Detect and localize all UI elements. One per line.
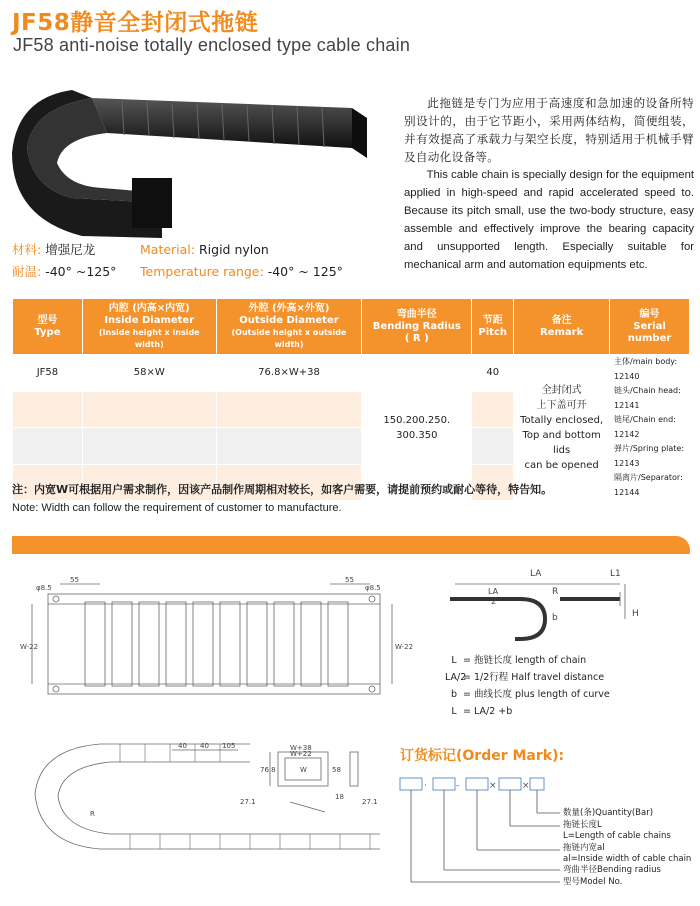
svg-text:-: -: [456, 781, 460, 791]
dim-768: 76.8: [260, 766, 276, 774]
dim-105: 105: [222, 742, 236, 750]
description: [404, 94, 694, 274]
legend-item: L = 拖链长度 length of chain: [451, 655, 587, 666]
dim-40a: 40: [178, 742, 187, 750]
notes: [12, 481, 552, 517]
dim-58: 58: [332, 766, 341, 774]
layout-two: 2: [491, 597, 497, 606]
legend-item: b = 曲线长度 plus length of curve: [450, 689, 610, 700]
cell-outside: 76.8×W+38: [216, 355, 362, 392]
spec-table: [12, 298, 690, 501]
header-remark: 备注 Remark: [514, 299, 610, 355]
description-en: This cable chain is specially design for the equipment applied in high-speed and rapid accelerated speed to. Because its pitch small, use the two-body structure, easy assemble and effectively improve the bearing capacity and unsupported length. Especially suitable for mechanical arm and automation equipments etc.: [404, 169, 694, 271]
section-divider: [12, 536, 690, 554]
order-label-qty: 数量(条)Quantity(Bar): [563, 808, 654, 818]
dim-w38: W+38: [290, 744, 312, 752]
cell-serial: 主体/main body: 12140 链头/Chain head: 12141 链尾/Chain end: 12142 弹片/Spring plate: 12143 隔离片/Separator: 12144: [610, 355, 690, 501]
cable-chain-photo: [12, 78, 372, 238]
layout-la: LA: [530, 569, 542, 579]
dim-55b: 55: [345, 576, 354, 584]
temp-cn-value: -40° ~125°: [45, 264, 117, 279]
header-outside: 外腔 (外高×外宽) Outside Diameter (Outside height x outside width): [216, 299, 362, 355]
dim-r: R: [90, 810, 95, 818]
cell-remark: 全封闭式 上下盖可开 Totally enclosed, Top and bottom lids can be opened: [514, 355, 610, 501]
material-en-label: Material:: [140, 242, 195, 257]
dim-d85: φ8.5: [36, 584, 52, 592]
note-cn: 注：内宽W可根据用户需求制作，因该产品制作周期相对较长，如客户需要，请提前预约或耐心等待，特告知。: [12, 483, 553, 496]
table-row: [13, 355, 690, 392]
description-cn: 此拖链是专门为应用于高速度和急加速的设备所特别设计的，由于它节距小，采用两体结构，简便组装，并有效提高了承载力与架空长度，特别适用于机械手臂及自动化设备等。: [404, 96, 694, 164]
order-label-width-cn: 拖链内宽al: [563, 843, 605, 853]
material-en-value: Rigid nylon: [198, 242, 269, 257]
order-label-model: 型号Model No.: [563, 877, 623, 887]
material-cn-value: 增强尼龙: [45, 242, 96, 257]
order-label-len-en: L=Length of cable chains: [563, 831, 671, 841]
temp-en-label: Temperature range:: [140, 264, 264, 279]
layout-l1: L1: [610, 569, 621, 579]
dim-w22a: W-22: [20, 643, 39, 651]
dim-40b: 40: [200, 742, 209, 750]
dim-w: W: [300, 766, 307, 774]
page-title: JF58静音全封闭式拖链: [12, 10, 259, 36]
dim-271b: 27.1: [362, 798, 378, 806]
legend-item: L = LA/2 +b: [451, 706, 513, 717]
layout-r: R: [552, 587, 559, 597]
order-label-len-cn: 拖链长度L: [563, 820, 602, 830]
cell-type: JF58: [13, 355, 83, 392]
header-type: 型号 Type: [13, 299, 83, 355]
header-pitch: 节距 Pitch: [472, 299, 514, 355]
layout-b: b: [552, 613, 558, 623]
cell-radius: 150.200.250. 300.350: [362, 355, 472, 501]
dim-w22b: W-22: [395, 643, 414, 651]
legend: [445, 652, 610, 720]
order-mark-title: 订货标记(Order Mark):: [400, 748, 565, 764]
page-subtitle: JF58 anti-noise totally enclosed type cable chain: [13, 35, 411, 55]
cell-pitch: 40: [472, 355, 514, 392]
temp-cn-label: 耐温:: [12, 264, 42, 279]
legend-item: LA/2 = 1/2行程 Half travel distance: [445, 672, 605, 683]
dim-55a: 55: [70, 576, 79, 584]
dim-271a: 27.1: [240, 798, 256, 806]
table-header-row: [13, 299, 690, 355]
dim-w22c: W+22: [290, 750, 312, 758]
note-en: Note: Width can follow the requirement of customer to manufacture.: [12, 502, 342, 514]
order-label-radius: 弯曲半径Bending radius: [563, 865, 661, 875]
svg-text:×: ×: [489, 781, 497, 791]
layout-la2: LA: [488, 587, 499, 596]
dim-18: 18: [335, 793, 344, 801]
layout-h: H: [632, 609, 639, 619]
order-label-width-en: al=Inside width of cable chain: [563, 854, 692, 864]
header-radius: 弯曲半径 Bending Radius ( R ): [362, 299, 472, 355]
dim-d85b: φ8.5: [365, 584, 381, 592]
svg-text:×: ×: [522, 781, 530, 791]
specs-block: [12, 239, 402, 283]
header-inside: 内腔 (内高×内宽) Inside Diameter (Inside height x inside width): [82, 299, 216, 355]
cell-inside: 58×W: [82, 355, 216, 392]
material-cn-label: 材料:: [12, 242, 42, 257]
header-serial: 编号 Serial number: [610, 299, 690, 355]
temp-en-value: -40° ~ 125°: [267, 264, 343, 279]
svg-text:·: ·: [424, 781, 427, 791]
